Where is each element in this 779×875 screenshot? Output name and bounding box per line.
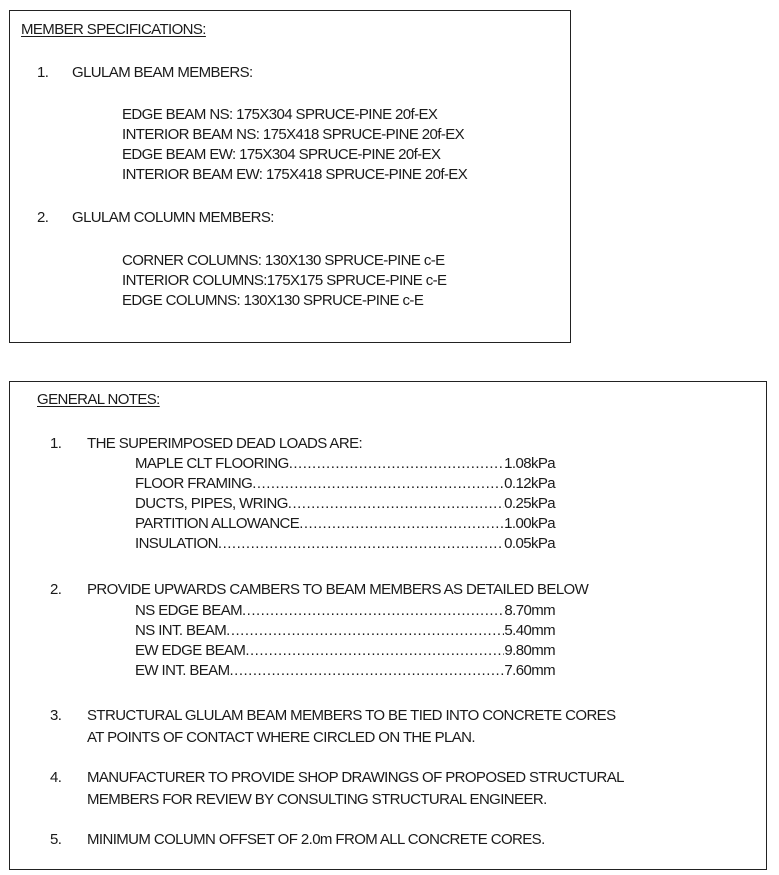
- leader-dots: [218, 534, 504, 554]
- camber-row: [135, 621, 555, 641]
- dead-load-value: 0.12kPa: [504, 475, 555, 492]
- leader-dots: [242, 601, 504, 621]
- note-5-number: 5.: [50, 831, 62, 848]
- member-specifications-box: [9, 10, 571, 343]
- camber-value: 5.40mm: [504, 622, 555, 639]
- camber-label: NS INT. BEAM: [135, 622, 227, 639]
- note-2-number: 2.: [50, 581, 62, 598]
- dead-load-label: PARTITION ALLOWANCE: [135, 515, 300, 532]
- spec-beam-line: INTERIOR BEAM EW: 175X418 SPRUCE-PINE 20f-EX: [122, 166, 468, 183]
- dead-load-label: FLOOR FRAMING: [135, 475, 253, 492]
- note-5-text: [87, 829, 545, 851]
- dead-load-row: [135, 534, 555, 554]
- note-3-text: [87, 705, 616, 749]
- note-5-line: MINIMUM COLUMN OFFSET OF 2.0m FROM ALL CONCRETE CORES.: [87, 831, 545, 848]
- spec-item-2-title: GLULAM COLUMN MEMBERS:: [72, 209, 274, 226]
- dead-load-row: [135, 454, 555, 474]
- spec-column-line: CORNER COLUMNS: 130X130 SPRUCE-PINE c-E: [122, 252, 445, 269]
- dead-load-row: [135, 474, 555, 494]
- camber-value: 8.70mm: [504, 602, 555, 619]
- spec-column-line: EDGE COLUMNS: 130X130 SPRUCE-PINE c-E: [122, 292, 424, 309]
- camber-label: EW EDGE BEAM: [135, 642, 246, 659]
- dead-load-value: 1.08kPa: [504, 455, 555, 472]
- camber-row: [135, 661, 555, 681]
- glulam-column-list: [122, 251, 446, 311]
- glulam-beam-list: [122, 105, 467, 185]
- leader-dots: [252, 474, 504, 494]
- dead-load-row: [135, 514, 555, 534]
- leader-dots: [299, 514, 504, 534]
- camber-row: [135, 601, 555, 621]
- camber-label: NS EDGE BEAM: [135, 602, 242, 619]
- dead-load-value: 0.25kPa: [504, 495, 555, 512]
- leader-dots: [289, 454, 504, 474]
- note-3-line: STRUCTURAL GLULAM BEAM MEMBERS TO BE TIED INTO CONCRETE CORES: [87, 707, 616, 724]
- spec-item-1-title: GLULAM BEAM MEMBERS:: [72, 64, 253, 81]
- dead-load-value: 1.00kPa: [504, 515, 555, 532]
- general-notes-heading: GENERAL NOTES:: [37, 391, 160, 408]
- general-notes-box: [9, 381, 767, 870]
- note-4-line: MEMBERS FOR REVIEW BY CONSULTING STRUCTURAL ENGINEER.: [87, 791, 547, 808]
- note-1-title: THE SUPERIMPOSED DEAD LOADS ARE:: [87, 435, 363, 452]
- leader-dots: [229, 661, 504, 681]
- leader-dots: [288, 494, 504, 514]
- camber-value: 7.60mm: [504, 662, 555, 679]
- spec-beam-line: EDGE BEAM EW: 175X304 SPRUCE-PINE 20f-EX: [122, 146, 441, 163]
- spec-column-line: INTERIOR COLUMNS:175X175 SPRUCE-PINE c-E: [122, 272, 447, 289]
- note-4-line: MANUFACTURER TO PROVIDE SHOP DRAWINGS OF PROPOSED STRUCTURAL: [87, 769, 624, 786]
- note-1-number: 1.: [50, 435, 62, 452]
- member-specifications-heading: MEMBER SPECIFICATIONS:: [21, 21, 206, 38]
- leader-dots: [226, 621, 504, 641]
- cambers-list: [135, 601, 555, 681]
- note-3-number: 3.: [50, 707, 62, 724]
- note-2-title: PROVIDE UPWARDS CAMBERS TO BEAM MEMBERS AS DETAILED BELOW: [87, 581, 589, 598]
- camber-label: EW INT. BEAM: [135, 662, 230, 679]
- spec-beam-line: INTERIOR BEAM NS: 175X418 SPRUCE-PINE 20f-EX: [122, 126, 465, 143]
- leader-dots: [245, 641, 504, 661]
- spec-item-2-number: 2.: [37, 209, 49, 226]
- dead-loads-list: [135, 454, 555, 554]
- dead-load-label: INSULATION: [135, 535, 218, 552]
- camber-value: 9.80mm: [504, 642, 555, 659]
- dead-load-value: 0.05kPa: [504, 535, 555, 552]
- note-4-number: 4.: [50, 769, 62, 786]
- spec-item-1-number: 1.: [37, 64, 49, 81]
- spec-beam-line: EDGE BEAM NS: 175X304 SPRUCE-PINE 20f-EX: [122, 106, 438, 123]
- dead-load-row: [135, 494, 555, 514]
- note-3-line: AT POINTS OF CONTACT WHERE CIRCLED ON THE PLAN.: [87, 729, 475, 746]
- camber-row: [135, 641, 555, 661]
- note-4-text: [87, 767, 624, 811]
- dead-load-label: DUCTS, PIPES, WRING: [135, 495, 288, 512]
- dead-load-label: MAPLE CLT FLOORING: [135, 455, 289, 472]
